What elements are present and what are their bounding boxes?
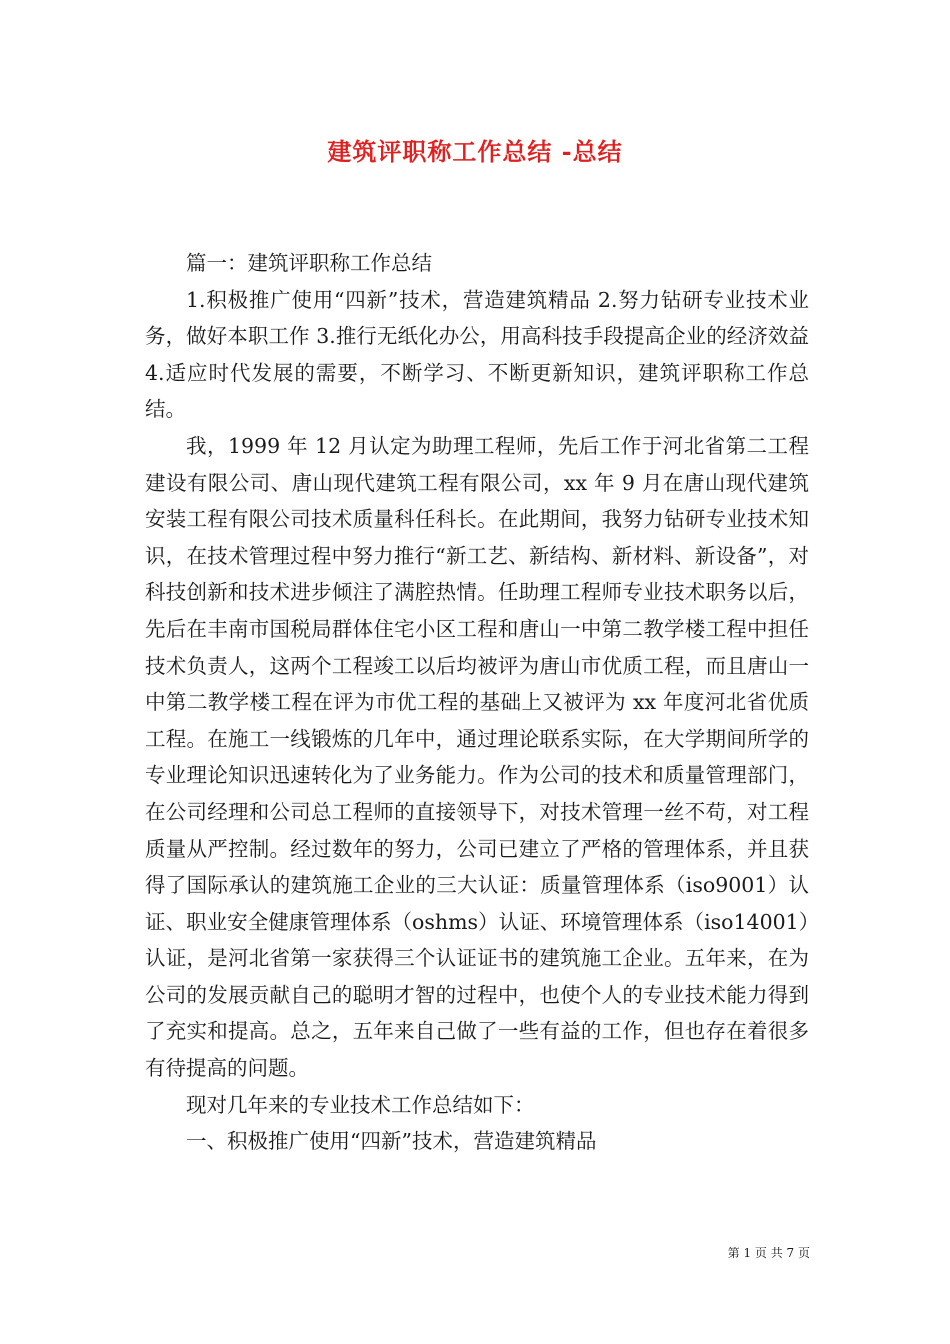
page-number: 第 1 页 共 7 页 [727,1246,810,1260]
subsection-heading: 一、积极推广使用“四新”技术，营造建筑精品 [186,1129,597,1154]
section-heading: 篇一：建筑评职称工作总结 [186,251,432,275]
paragraph: 我，1999 年 12 月认定为助理工程师，先后工作于河北省第二工程建设有限公司、唐山现代建筑工程有限公司，xx 年 9 月在唐山现代建筑安装工程有限公司技术质量科任科长。在此期间，我努力钻研专业技术知识，在技术管理过程中努力推行“新工艺、新结构、新材料、新设备”，对科技创新和技术进步倾注了满腔热情。任助理工程师专业技术职务以后，先后在丰南市国税局群体住宅小区工程和唐山一中第二教学楼工程中担任技术负责人，这两个工程竣工以后均被评为唐山市优质工程，而且唐山一中第二教学楼工程在评为市优工程的基础上又被评为 xx 年度河北省优质工程。在施工一线锻炼的几年中，通过理论联系实际，在大学期间所学的专业理论知识迅速转化为了业务能力。作为公司的技术和质量管理部门，在公司经理和公司总工程师的直接领导下，对技术管理一丝不苟，对工程质量从严控制。经过数年的努力，公司已建立了严格的管理体系，并且获得了国际承认的建筑施工企业的三大认证：质量管理体系（iso9001）认证、职业安全健康管理体系（oshms）认证、环境管理体系（iso14001）认证，是河北省第一家获得三个认证证书的建筑施工企业。五年来，在为公司的发展贡献自己的聪明才智的过程中，也使个人的专业技术能力得到了充实和提高。总之，五年来自己做了一些有益的工作，但也存在着很多有待提高的问题。 [145,433,809,1081]
paragraph: 1.积极推广使用“四新”技术，营造建筑精品 2.努力钻研专业技术业务，做好本职工作 3.推行无纸化办公，用高科技手段提高企业的经济效益 4.适应时代发展的需要，不断学习、不断更新知识，建筑评职称工作总结。 [145,287,809,422]
document-body [145,245,809,1160]
document-title: 建筑评职称工作总结 -总结 [327,137,623,166]
paragraph: 现对几年来的专业技术工作总结如下： [186,1092,535,1117]
